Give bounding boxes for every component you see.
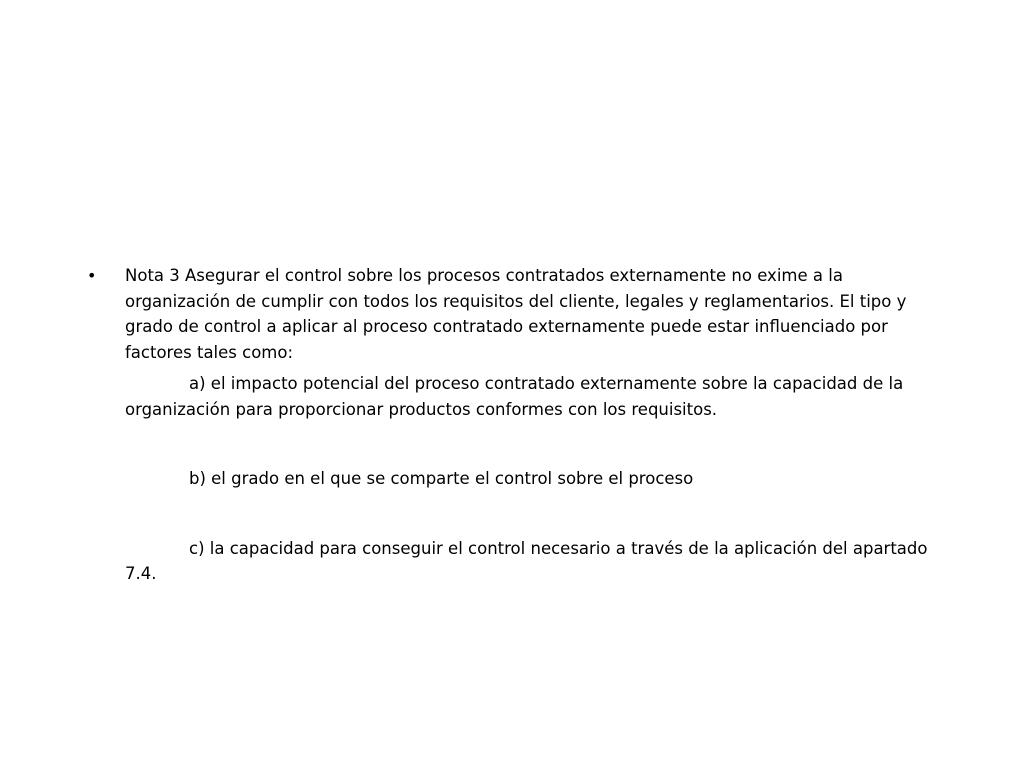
item-a-paragraph: a) el impacto potencial del proceso contratado externamente sobre la capacidad de la organización para proporcionar productos conformes con los requisitos.: [125, 374, 904, 419]
item-c-paragraph: c) la capacidad para conseguir el control necesario a través de la aplicación del apartado 7.4.: [125, 538, 928, 583]
bullet-content: [87, 263, 945, 587]
nota-paragraph: Nota 3 Asegurar el control sobre los procesos contratados externamente no exime a la organización de cumplir con todos los requisitos del cliente, legales y reglamentarios. El tipo y grado de control a aplicar al proceso contratado externamente puede estar influenciado por factores tales como:: [125, 266, 907, 362]
item-b-paragraph: b) el grado en el que se comparte el control sobre el proceso: [189, 469, 694, 488]
bullet-marker: •: [87, 266, 97, 285]
